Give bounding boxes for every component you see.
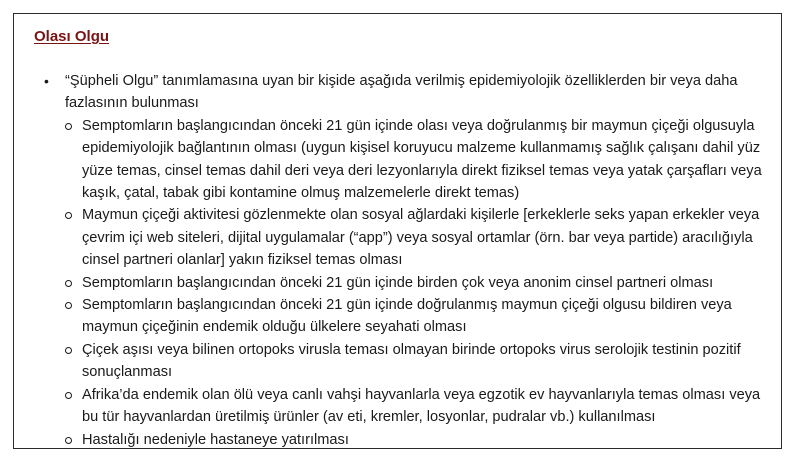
sub-criterion (65, 294, 764, 339)
sub-criterion (65, 272, 764, 294)
hollow-bullet-icon (65, 123, 72, 130)
sub-criterion (65, 339, 764, 384)
section-heading: Olası Olgu (34, 28, 110, 45)
sub-criterion-text: Semptomların başlangıcından önceki 21 gün içinde doğrulanmış maymun çiçeği olgusu bildiren veya maymun çiçeğinin endemik olduğu ülkelere seyahati olması (82, 297, 732, 336)
hollow-bullet-icon (65, 280, 72, 287)
sub-criterion (65, 429, 764, 451)
sub-criteria-list (65, 115, 764, 451)
filled-bullet-icon: • (44, 73, 49, 89)
sub-criterion (65, 115, 764, 205)
main-criterion-text: “Şüpheli Olgu” tanımlamasına uyan bir kişide aşağıda verilmiş epidemiyolojik özelliklerden bir veya daha fazlasının bulunması (65, 73, 738, 112)
sub-criterion-text: Semptomların başlangıcından önceki 21 gün içinde birden çok veya anonim cinsel partneri olması (82, 274, 714, 291)
hollow-bullet-icon (65, 212, 72, 219)
sub-criterion-text: Maymun çiçeği aktivitesi gözlenmekte olan sosyal ağlardaki kişilerle [erkeklerle seks yapan erkekler veya çevrim içi web siteleri, dijital uygulamalar (“app”) veya sosyal ortamlar (örn. bar veya partide) aracılığıyla cinsel partneri olanlar] yakın fiziksel temas olması (82, 207, 760, 269)
sub-criterion-text: Semptomların başlangıcından önceki 21 gün içinde olası veya doğrulanmış bir maymun çiçeği olgusuyla epidemiyolojik bağlantının olması (uygun kişisel koruyucu malzeme kullanmamış sağlık çalışanı dahil yüz yüze temas, cinsel temas dahil deri veya deri lezyonlarıyla direkt fiziksel temas veya yatak çarşafları veya kaşık, çatal, tabak gibi kontamine olmuş malzemelerle direkt temas) (82, 117, 762, 202)
main-criterion (44, 70, 764, 451)
hollow-bullet-icon (65, 347, 72, 354)
hollow-bullet-icon (65, 302, 72, 309)
criteria-list (44, 70, 764, 451)
definition-box (13, 13, 782, 449)
sub-criterion-text: Afrika’da endemik olan ölü veya canlı vahşi hayvanlarla veya egzotik ev hayvanlarıyla temas olması veya bu tür hayvanlardan üretilmiş ürünler (av eti, kremler, losyonlar, pudralar vb.) kullanılması (82, 386, 761, 426)
sub-criterion-text: Çiçek aşısı veya bilinen ortopoks virusla teması olmayan birinde ortopoks virus serolojik testinin pozitif sonuçlanması (82, 341, 741, 381)
sub-criterion-text: Hastalığı nedeniyle hastaneye yatırılması (82, 431, 349, 448)
hollow-bullet-icon (65, 392, 72, 399)
sub-criterion (65, 384, 764, 429)
hollow-bullet-icon (65, 437, 72, 444)
sub-criterion (65, 204, 764, 271)
